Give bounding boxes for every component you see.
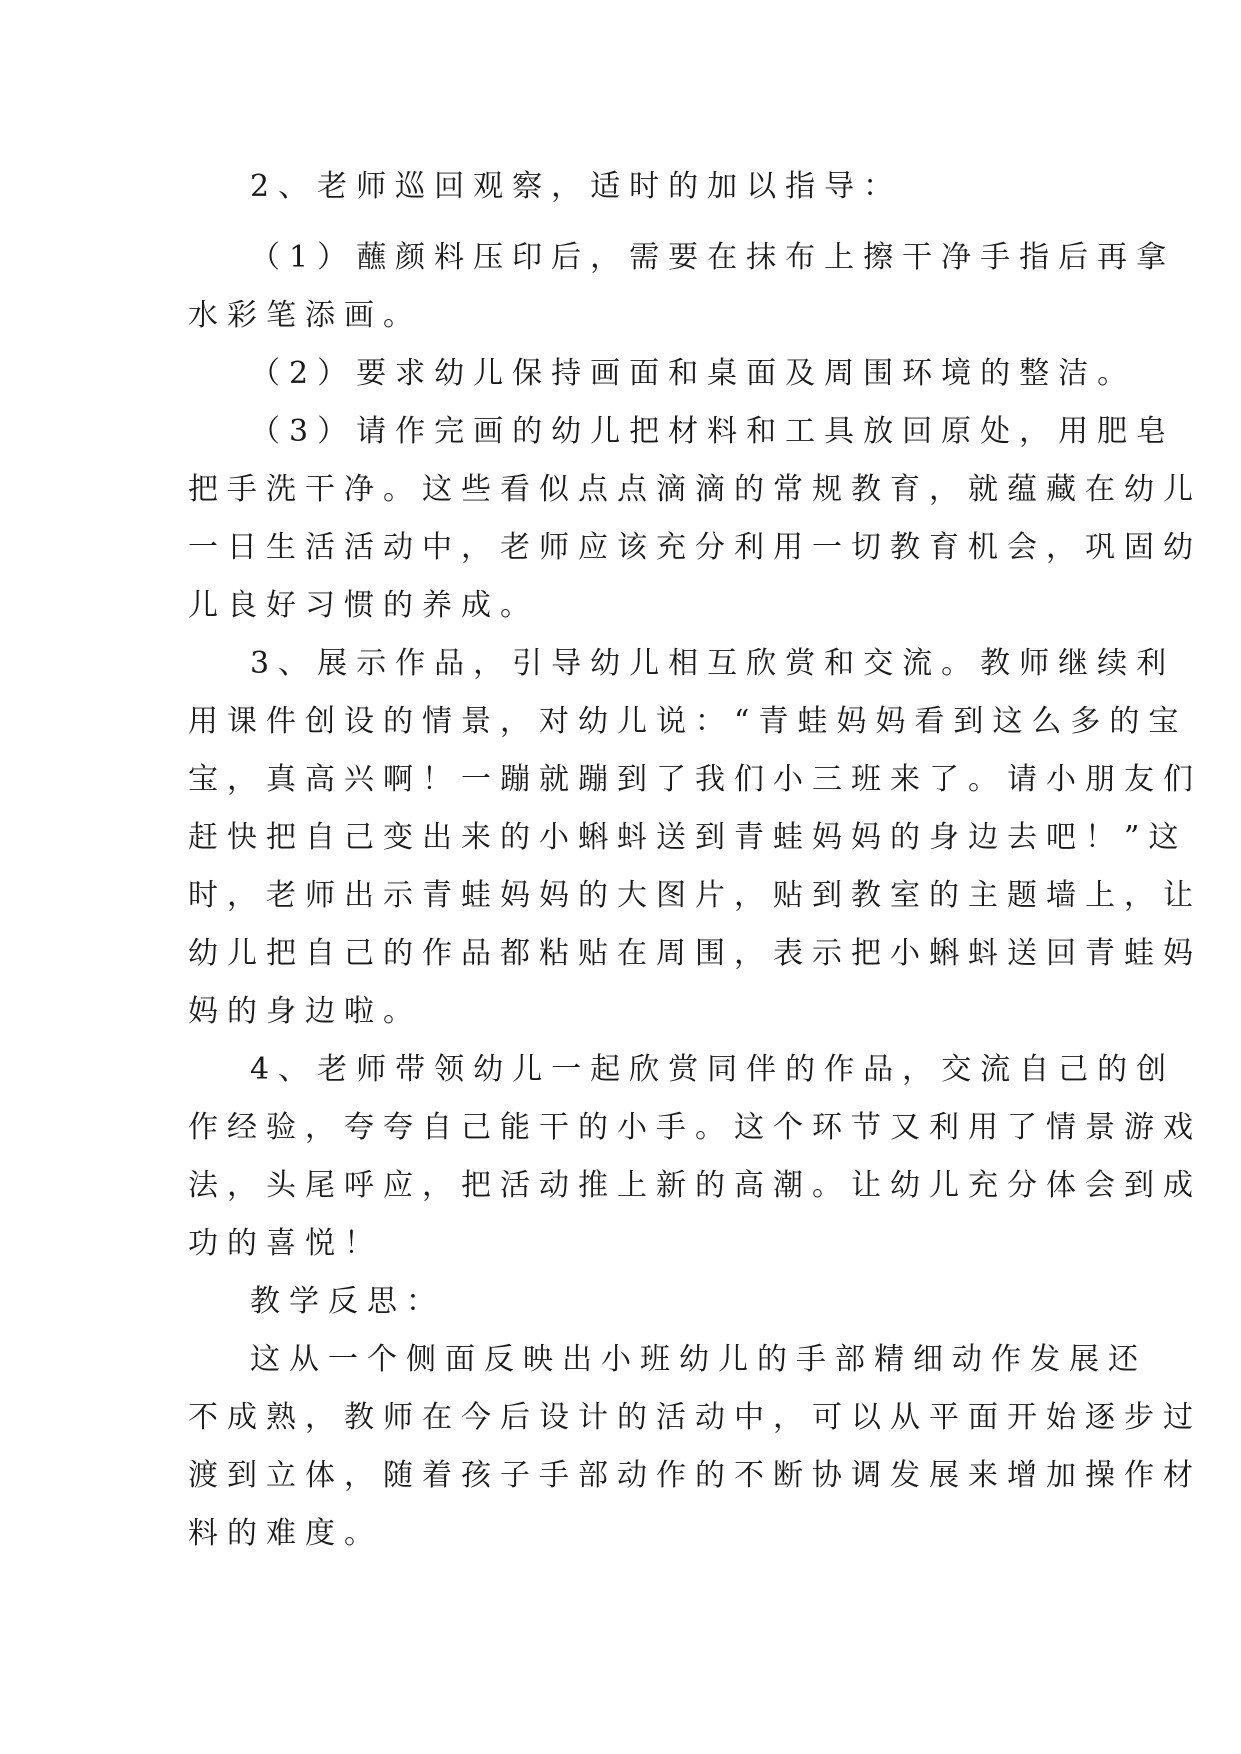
text-line: （3）请作完画的幼儿把材料和工具放回原处，用肥皂 <box>250 414 1176 449</box>
text-line: 这从一个侧面反映出小班幼儿的手部精细动作发展还 <box>250 1342 1147 1377</box>
text-line: 作经验，夸夸自己能干的小手。这个环节又利用了情景游戏 <box>188 1110 1202 1145</box>
text-line: 渡到立体，随着孩子手部动作的不断协调发展来增加操作材 <box>188 1458 1202 1493</box>
text-line: 幼儿把自己的作品都粘贴在周围，表示把小蝌蚪送回青蛙妈 <box>188 936 1202 971</box>
text-line: 妈的身边啦。 <box>188 994 422 1029</box>
text-line: 不成熟，教师在今后设计的活动中，可以从平面开始逐步过 <box>188 1400 1202 1435</box>
text-line: 3、展示作品，引导幼儿相互欣赏和交流。教师继续利 <box>250 646 1176 681</box>
text-line: 2、老师巡回观察，适时的加以指导： <box>250 169 903 204</box>
section-heading: 教学反思： <box>250 1284 445 1319</box>
text-line: （1）蘸颜料压印后，需要在抹布上擦干净手指后再拿 <box>250 240 1176 275</box>
text-line: 功的喜悦！ <box>188 1226 383 1261</box>
text-line: 时，老师出示青蛙妈妈的大图片，贴到教室的主题墙上，让 <box>188 878 1202 913</box>
text-line: 水彩笔添画。 <box>188 298 422 333</box>
text-line: （2）要求幼儿保持画面和桌面及周围环境的整洁。 <box>250 356 1137 391</box>
text-line: 4、老师带领幼儿一起欣赏同伴的作品，交流自己的创 <box>250 1052 1176 1087</box>
text-line: 赶快把自己变出来的小蝌蚪送到青蛙妈妈的身边去吧！”这 <box>188 820 1188 855</box>
text-line: 法，头尾呼应，把活动推上新的高潮。让幼儿充分体会到成 <box>188 1168 1202 1203</box>
text-line: 把手洗干净。这些看似点点滴滴的常规教育，就蕴藏在幼儿 <box>188 472 1202 507</box>
text-line: 儿良好习惯的养成。 <box>188 588 539 623</box>
text-line: 一日生活活动中，老师应该充分利用一切教育机会，巩固幼 <box>188 530 1202 565</box>
text-line: 料的难度。 <box>188 1516 383 1551</box>
text-line: 宝，真高兴啊！一蹦就蹦到了我们小三班来了。请小朋友们 <box>188 762 1202 797</box>
text-line: 用课件创设的情景，对幼儿说：“青蛙妈妈看到这么多的宝 <box>188 704 1188 739</box>
